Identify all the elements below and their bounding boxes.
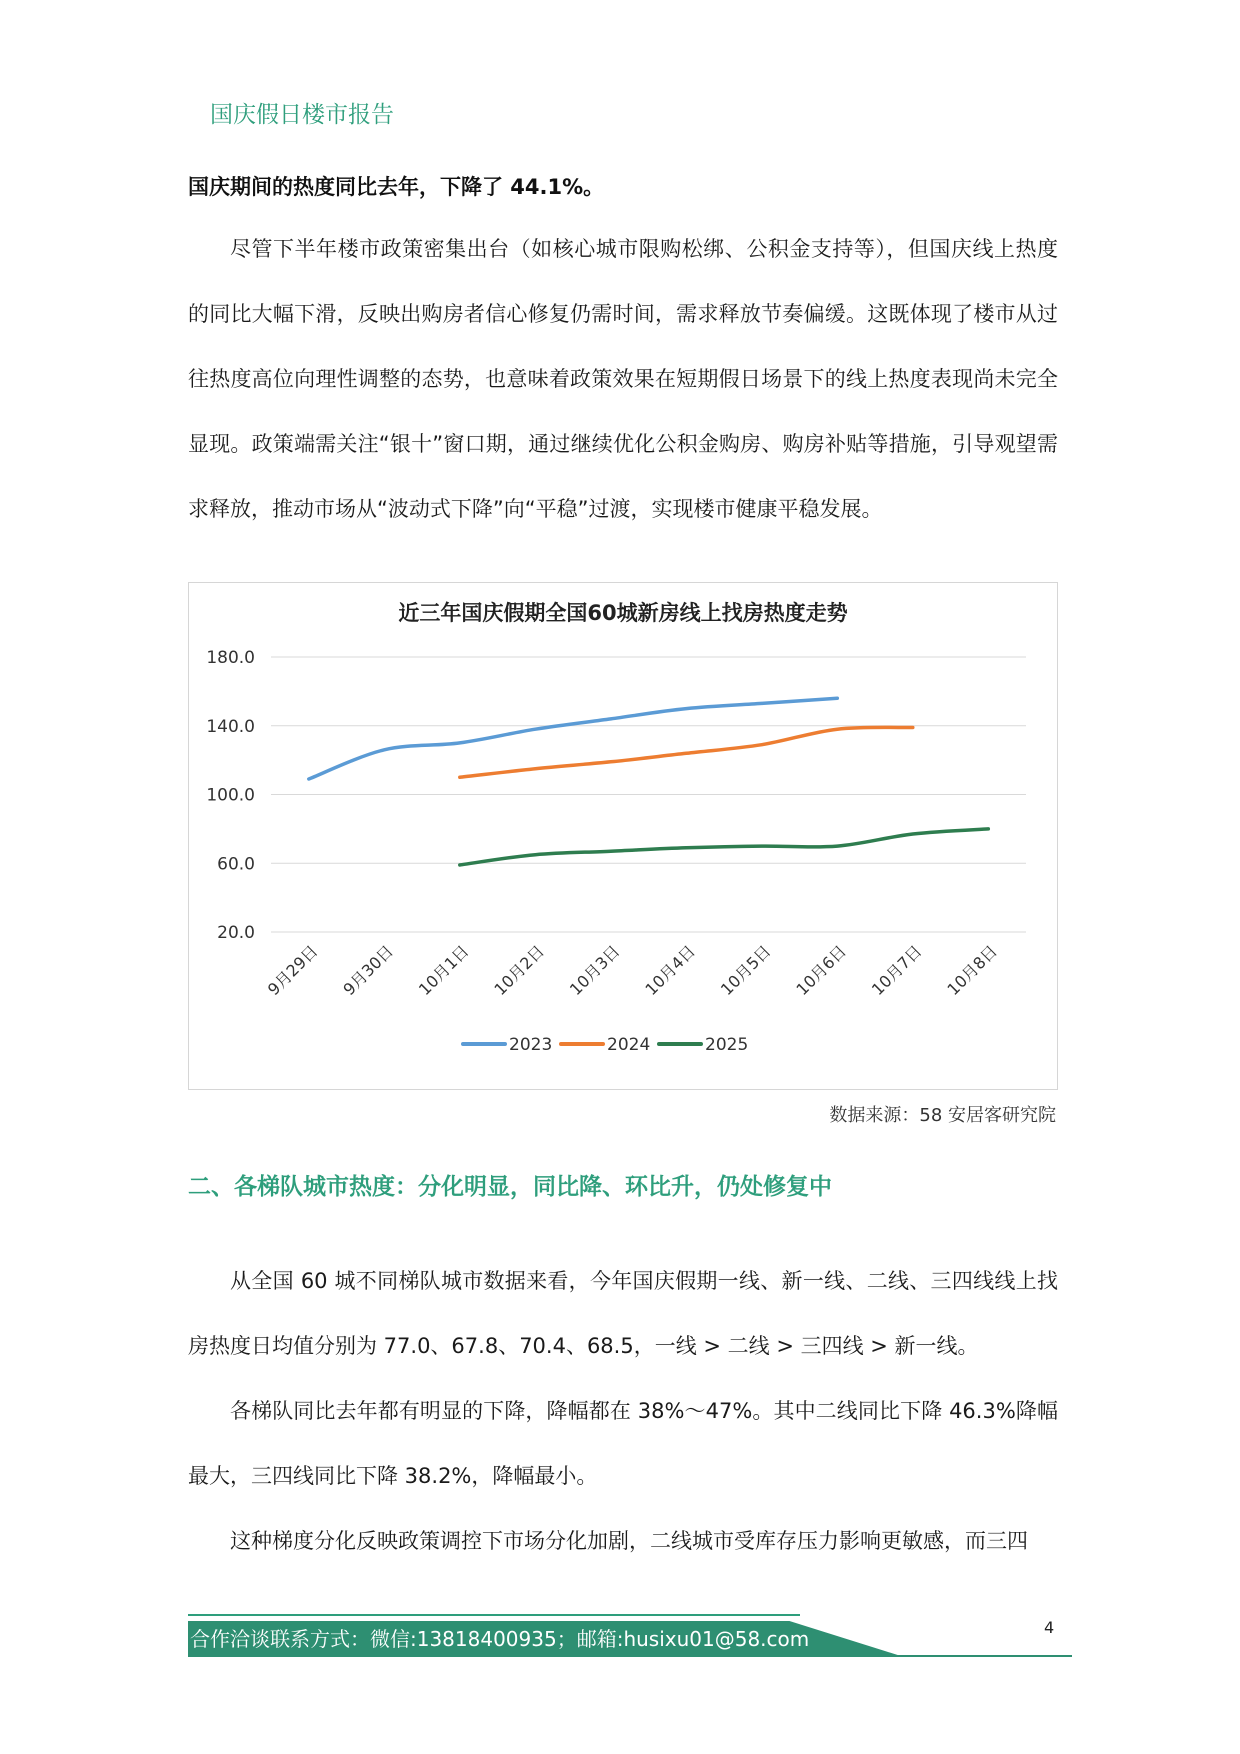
y-tick-label: 100.0 [206,785,255,806]
legend-label: 2024 [607,1035,651,1055]
series-line-2025 [460,829,989,865]
y-tick-label: 180.0 [206,648,255,668]
paragraph-text: 从全国 60 城不同梯队城市数据来看，今年国庆假期一线、新一线、二线、三四线线上找房热度日均值分别为 77.0、67.8、70.4、68.5，一线 > 二线 > 三四线 > 新一线。 [188,1269,1058,1358]
x-tick-label: 10月7日 [867,941,926,1000]
x-tick-label: 10月1日 [414,941,473,1000]
series-line-2024 [460,727,913,777]
chart-canvas [189,583,1057,1089]
chart-title: 近三年国庆假期全国60城新房线上找房热度走势 [398,601,848,625]
paragraph-text: 尽管下半年楼市政策密集出台（如核心城市限购松绑、公积金支持等），但国庆线上热度的同比大幅下滑，反映出购房者信心修复仍需时间，需求释放节奏偏缓。这既体现了楼市从过往热度高位向理性调整的态势，也意味着政策效果在短期假日场景下的线上热度表现尚未完全显现。政策端需关注“银十”窗口期，通过继续优化公积金购房、购房补贴等措施，引导观望需求释放，推动市场从“波动式下降”向“平稳”过渡，实现楼市健康平稳发展。 [188,237,1058,521]
paragraph-policy [188,217,1058,542]
x-tick-label: 9月29日 [263,941,322,1000]
footer-divider [188,1614,800,1616]
x-tick-label: 10月5日 [716,941,775,1000]
page-number: 4 [1044,1618,1055,1637]
x-tick-label: 10月6日 [792,941,851,1000]
x-tick-label: 9月30日 [339,941,398,1000]
x-tick-label: 10月4日 [641,941,700,1000]
legend-label: 2025 [705,1035,749,1055]
x-tick-label: 10月2日 [490,941,549,1000]
y-tick-label: 140.0 [206,716,255,737]
paragraph-text: 这种梯度分化反映政策调控下市场分化加剧，二线城市受库存压力影响更敏感，而三四 [230,1529,1028,1553]
report-header-title: 国庆假日楼市报告 [210,102,394,128]
heat-trend-chart [188,582,1058,1090]
x-tick-label: 10月8日 [943,941,1002,1000]
paragraph-text: 各梯队同比去年都有明显的下降，降幅都在 38%～47%。其中二线同比下降 46.3%降幅最大，三四线同比下降 38.2%，降幅最小。 [188,1399,1058,1488]
y-tick-label: 60.0 [217,854,255,875]
section-heading: 二、各梯队城市热度：分化明显，同比降、环比升，仍处修复中 [188,1174,832,1200]
paragraph-tiers [188,1249,1058,1574]
lead-sentence: 国庆期间的热度同比去年，下降了 44.1%。 [188,175,605,199]
footer-contact-text: 合作洽谈联系方式：微信:13818400935；邮箱:husixu01@58.com [190,1627,810,1651]
y-tick-label: 20.0 [217,923,255,943]
data-source-note: 数据来源：58 安居客研究院 [829,1105,1056,1126]
x-tick-label: 10月3日 [565,941,624,1000]
footer-rule [810,1655,1072,1657]
legend-label: 2023 [509,1035,553,1055]
